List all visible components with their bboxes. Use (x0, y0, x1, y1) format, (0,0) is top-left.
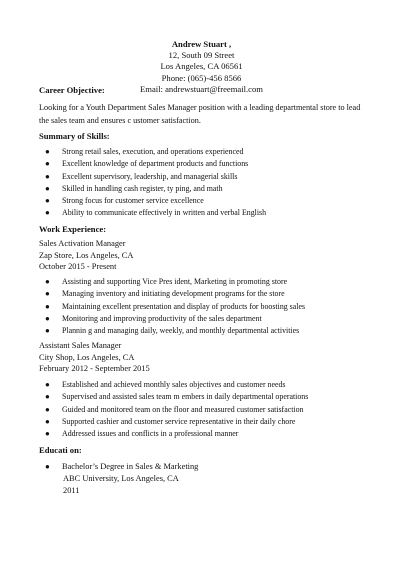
job-duties-list (44, 379, 384, 440)
list-item (44, 461, 384, 473)
job-title: Sales Activation Manager (39, 239, 126, 248)
bullet-icon: ● (45, 196, 50, 206)
bullet-icon: ● (45, 462, 50, 471)
list-item-text: Excellent knowledge of department products and functions (62, 159, 249, 169)
education-school: ABC University, Los Angeles, CA (63, 474, 179, 483)
list-item (44, 183, 384, 195)
city-address: Los Angeles, CA 06561 (160, 61, 243, 72)
bullet-icon: ● (45, 159, 50, 169)
list-item (44, 158, 384, 170)
job-info (39, 238, 133, 273)
list-item-text: Strong focus for customer service excellence (62, 196, 204, 206)
bullet-icon: ● (45, 183, 50, 193)
list-item-text: Supervised and assisted sales team m embers in daily departmental operations (62, 392, 309, 402)
list-item (44, 195, 384, 207)
list-item (44, 146, 384, 158)
bullet-icon: ● (45, 429, 50, 439)
list-item-text: Skilled in handling cash register, ty ping, and math (62, 183, 223, 193)
street-address: 12, South 09 Street (168, 50, 235, 61)
list-item-text: Managing inventory and initiating development programs for the store (62, 289, 285, 299)
list-item (44, 207, 384, 219)
bullet-icon: ● (45, 416, 50, 426)
list-item-text: Guided and monitored team on the floor and measured customer satisfaction (62, 404, 304, 414)
bullet-icon: ● (45, 380, 50, 389)
list-item (44, 428, 384, 440)
job-company: City Shop, Los Angeles, CA (39, 352, 135, 362)
bullet-icon: ● (45, 404, 50, 414)
phone-number: Phone: (065)-456 8566 (161, 72, 242, 83)
list-item-text: Monitoring and improving productivity of the sales department (62, 313, 262, 323)
career-objective-heading: Career Objective: (39, 85, 105, 95)
job-info (39, 340, 150, 375)
list-item-text: Assisting and supporting Vice Pres ident, Marketing in promoting store (62, 277, 288, 286)
job-dates: February 2012 - September 2015 (39, 364, 150, 374)
bullet-icon: ● (45, 277, 50, 286)
job-dates: October 2015 - Present (39, 262, 117, 272)
education-year: 2011 (63, 485, 80, 495)
education-list (44, 461, 384, 473)
list-item-text: Strong retail sales, execution, and operations experienced (62, 147, 244, 156)
bullet-icon: ● (45, 171, 50, 181)
list-item-text: Supported cashier and customer service representative in their daily chore (62, 416, 296, 426)
list-item (44, 391, 384, 403)
bullet-icon: ● (45, 208, 50, 218)
list-item (44, 171, 384, 183)
list-item (44, 416, 384, 428)
list-item-text: Maintaining excellent presentation and display of products for boosting sales (62, 301, 306, 311)
list-item (44, 404, 384, 416)
list-item (44, 288, 384, 300)
list-item-text: Plannin g and managing daily, weekly, and monthly departmental activities (62, 326, 300, 336)
email-address: Email: andrewstuart@freemail.com (140, 83, 263, 94)
bullet-icon: ● (45, 326, 50, 336)
list-item-text: Ability to communicate effectively in written and verbal English (62, 208, 267, 218)
job-company: Zap Store, Los Angeles, CA (39, 250, 134, 260)
list-item (44, 301, 384, 313)
list-item (44, 379, 384, 391)
objective-line: Looking for a Youth Department Sales Manager position with a leading departmental store to lead (39, 103, 361, 112)
bullet-icon: ● (45, 392, 50, 402)
bullet-icon: ● (45, 313, 50, 323)
education-degree: Bachelor’s Degree in Sales & Marketing (62, 462, 199, 471)
list-item-text: Excellent supervisory, leadership, and managerial skills (62, 171, 238, 181)
candidate-name: Andrew Stuart , (171, 39, 232, 49)
list-item (44, 313, 384, 325)
job-duties-list (44, 276, 384, 337)
career-objective-text (39, 102, 374, 127)
work-experience-heading: Work Experience: (39, 224, 107, 234)
skills-list (44, 146, 384, 220)
list-item-text: Addressed issues and conflicts in a professional manner (62, 429, 239, 439)
bullet-icon: ● (45, 147, 50, 156)
skills-heading: Summary of Skills: (39, 131, 110, 141)
list-item-text: Established and achieved monthly sales objectives and customer needs (62, 380, 286, 389)
list-item (44, 325, 384, 337)
education-heading: Educati on: (39, 445, 82, 455)
job-title: Assistant Sales Manager (39, 341, 122, 350)
education-details (63, 473, 179, 496)
list-item (44, 276, 384, 288)
bullet-icon: ● (45, 301, 50, 311)
bullet-icon: ● (45, 289, 50, 299)
objective-line: the sales team and ensures c ustomer satisfaction. (39, 115, 201, 125)
